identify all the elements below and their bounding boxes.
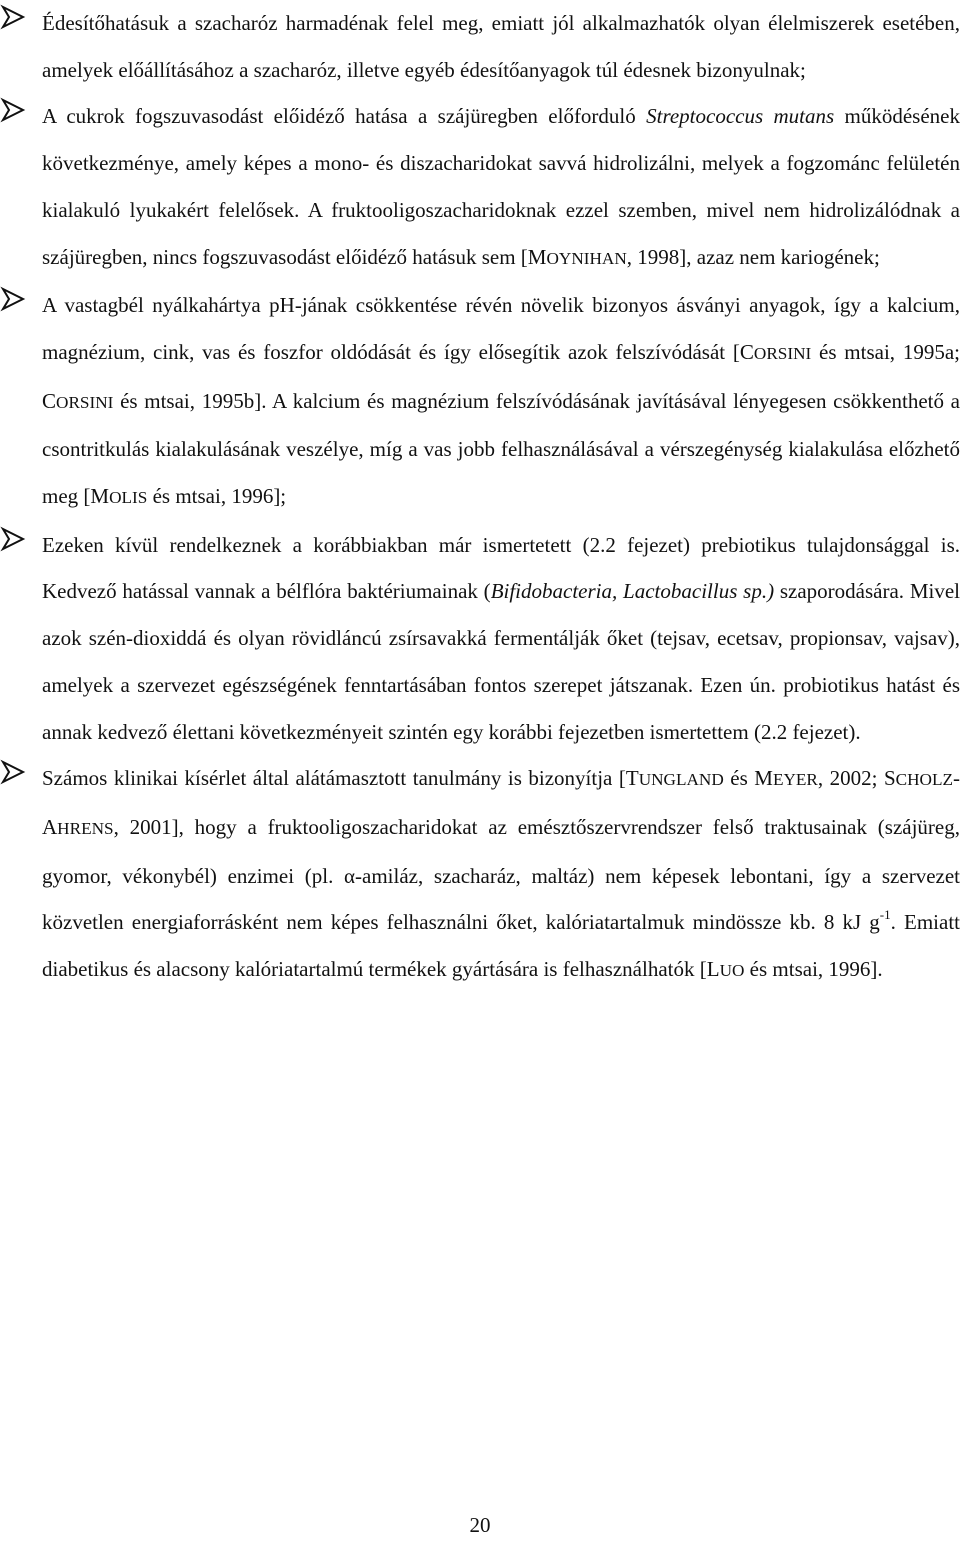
species-name: Streptococcus mutans xyxy=(646,104,835,129)
list-item xyxy=(0,0,960,93)
arrow-bullet-icon xyxy=(0,286,26,312)
arrow-bullet-icon xyxy=(0,4,26,30)
citation-author: MOLIS xyxy=(90,484,148,509)
arrow-bullet-icon xyxy=(0,759,26,785)
citation-author: TUNGLAND xyxy=(625,766,724,791)
citation-author: LUO xyxy=(706,957,745,982)
citation-author: MOYNIHAN xyxy=(527,244,627,269)
citation-author: SCHOLZ-AHRENS xyxy=(42,766,960,839)
list-item-text: Ezeken kívül rendelkeznek a korábbiakban már ismertetett (2.2 fejezet) prebiotikus tulajdonsággal is. Kedvező hatással vannak a bélflóra baktériumainak (Bifidobacteria, Lactobacillus sp.) szaporodására. Mivel azok szén-dioxiddá és olyan rövidláncú zsírsavakká fermentálják őket (tejsav, ecetsav, propionsav, vajsav), amelyek a szervezet egészségének fenntartásában fontos szerepet játszanak. Ezen ún. probiotikus hatást és annak kedvező élettani következményeit szintén egy korábbi fejezetben ismertettem (2.2 fejezet). xyxy=(42,532,960,744)
arrow-bullet-icon xyxy=(0,97,26,123)
citation-author: MEYER xyxy=(754,766,818,791)
superscript: -1 xyxy=(879,907,891,923)
list-item xyxy=(0,282,960,522)
species-name: Bifidobacteria, Lactobacillus sp.) xyxy=(490,579,775,604)
list-item-text: Édesítőhatásuk a szacharóz harmadénak felel meg, emiatt jól alkalmazhatók olyan élelmiszerek esetében, amelyek előállításához a szacharóz, illetve egyéb édesítőanyagok túl édesnek bizonyulnak; xyxy=(42,11,960,82)
list-item-text: A vastagbél nyálkahártya pH-jának csökkentése révén növelik bizonyos ásványi anyagok, így a kalcium, magnézium, cink, vas és foszfor oldódását és így elősegítik azok felszívódását [CORSINI és mtsai, 1995a; CORSINI és mtsai, 1995b]. A kalcium és magnézium felszívódásának javításával lényegesen csökkenthető a csontritkulás kialakulásának veszélye, míg a vas jobb felhasználásával a vérszegénység kialakulása előzhető meg [MOLIS és mtsai, 1996]; xyxy=(42,293,960,509)
page-number: 20 xyxy=(469,1513,491,1537)
list-item-text: A cukrok fogszuvasodást előidéző hatása a szájüregben előforduló Streptococcus mutans működésének következménye, amely képes a mono- és diszacharidokat savvá hidrolizálni, melyek a fogzománc felületén kialakuló lyukakért felelősek. A fruktooligoszacharidoknak ezzel szemben, mivel nem hidrolizálódnak a szájüregben, nincs fogszuvasodást előidéző hatásuk sem [MOYNIHAN, 1998], azaz nem kariogének; xyxy=(42,104,960,269)
citation-author: CORSINI xyxy=(42,388,114,413)
list-item xyxy=(0,755,960,995)
citation-author: CORSINI xyxy=(739,339,812,364)
list-item xyxy=(0,93,960,282)
list-item-text: Számos klinikai kísérlet által alátámasztott tanulmány is bizonyítja [TUNGLAND és MEYER, 2002; SCHOLZ-AHRENS, 2001], hogy a fruktooligoszacharidokat az emésztőszervrendszer felső traktusainak (szájüreg, gyomor, vékonybél) enzimei (pl. α-amiláz, szacharáz, maltáz) nem képesek lebontani, így a szervezet közvetlen energiaforrásként nem képes felhasználni őket, kalóriatartalmuk mindössze kb. 8 kJ $g^{-1}$. Emiatt diabetikus és alacsony kalóriatartalmú termékek gyártására is felhasználhatók [LUO és mtsai, 1996]. xyxy=(42,766,960,982)
list-item xyxy=(0,522,960,756)
arrow-bullet-icon xyxy=(0,526,26,552)
